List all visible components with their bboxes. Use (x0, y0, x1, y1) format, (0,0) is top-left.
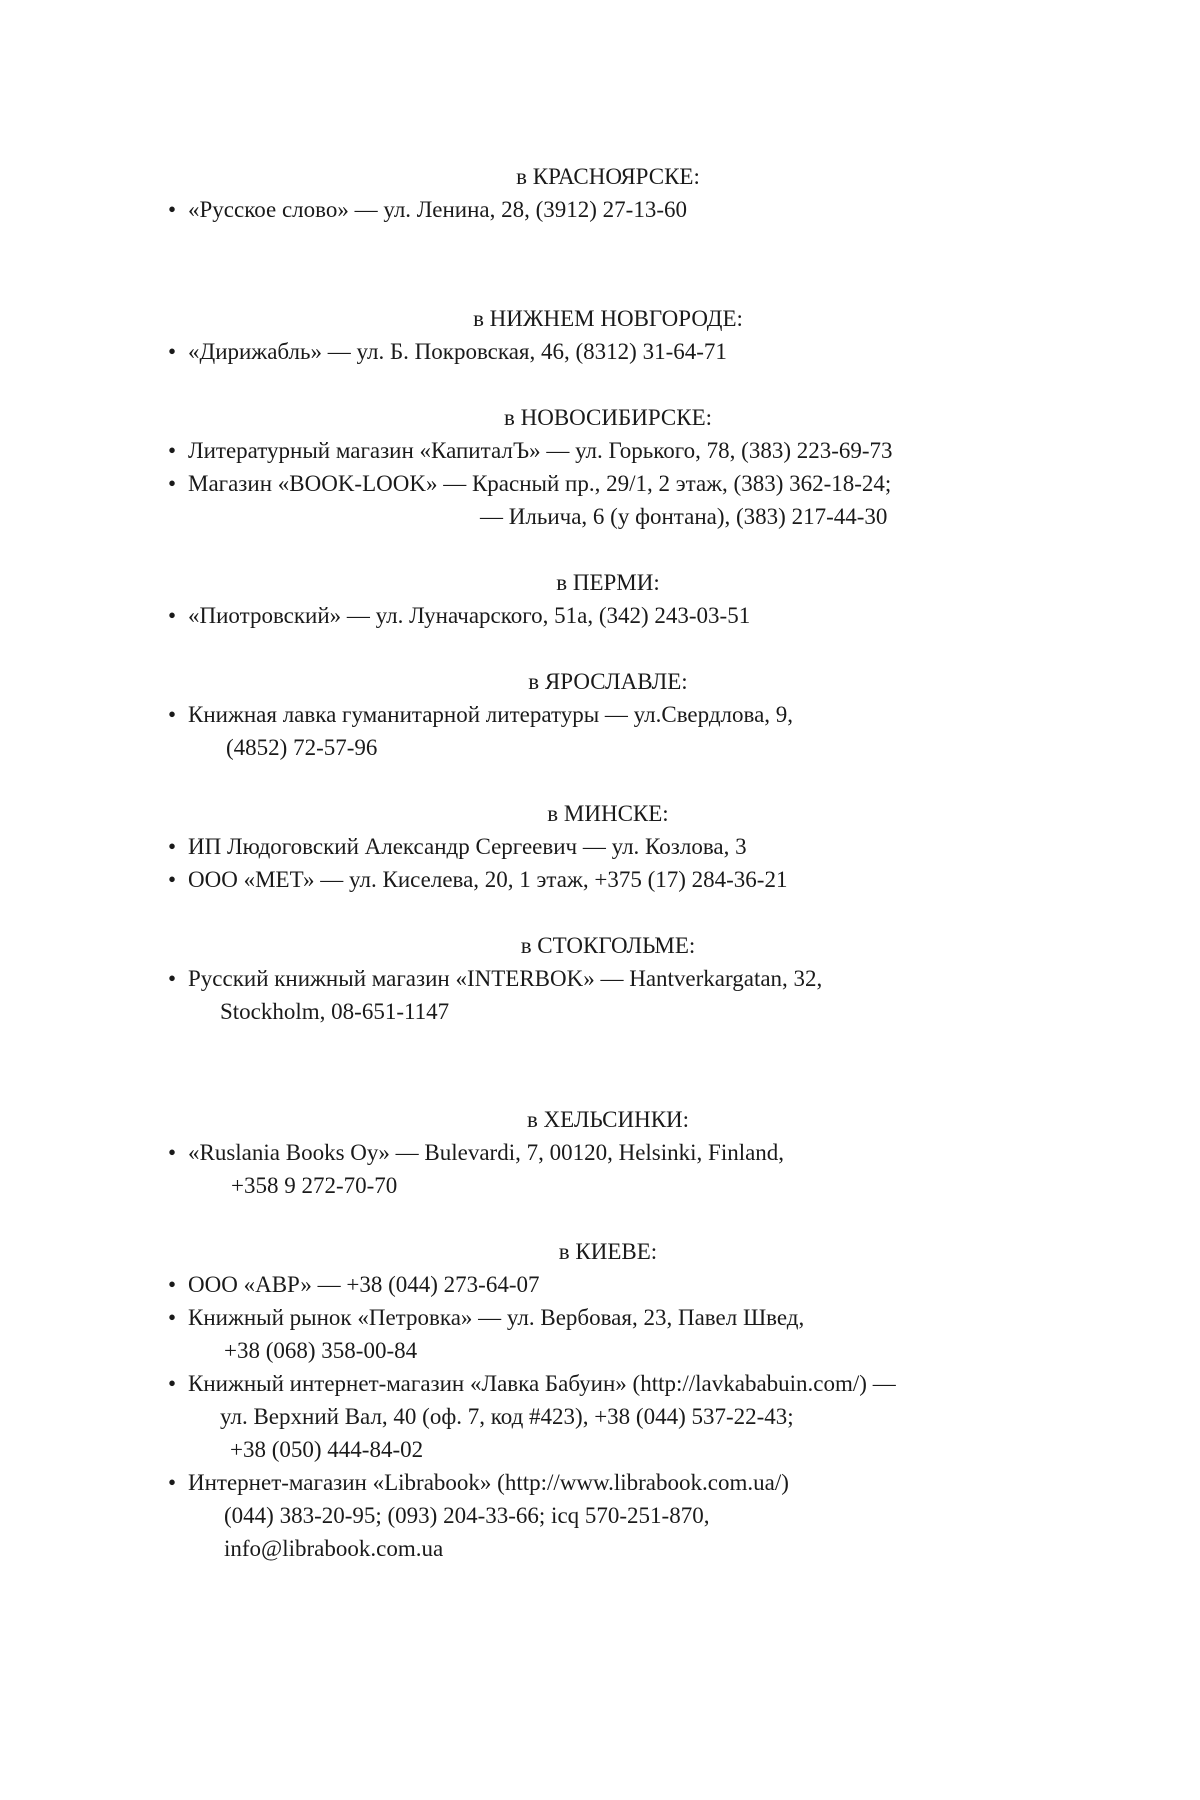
bullet-icon: • (168, 603, 177, 628)
bullet-icon: • (168, 1272, 177, 1297)
spacer (168, 764, 1048, 797)
store-entry (168, 599, 1048, 632)
city-heading: в КРАСНОЯРСКЕ: (516, 164, 700, 189)
store-text: Книжная лавка гуманитарной литературы — ул.Свердлова, 9, (188, 702, 794, 727)
bullet-icon: • (168, 438, 177, 463)
store-list (168, 830, 1048, 896)
city-heading: в СТОКГОЛЬМЕ: (520, 933, 696, 958)
store-list (168, 434, 1048, 533)
bullet-icon: • (168, 834, 177, 859)
bullet-icon: • (168, 867, 177, 892)
store-list (168, 599, 1048, 632)
bullet-icon: • (168, 966, 177, 991)
store-text-continued: — Ильича, 6 (у фонтана), (383) 217-44-30 (480, 504, 888, 529)
city-heading: в ЯРОСЛАВЛЕ: (528, 669, 688, 694)
store-list (168, 962, 1048, 1028)
store-list (168, 698, 1048, 764)
store-entry (168, 962, 1048, 1028)
spacer (168, 368, 1048, 401)
store-text: Книжный интернет-магазин «Лавка Бабуин» (http://lavkababuin.com/) — (188, 1371, 896, 1396)
city-section-nizhny-novgorod (168, 302, 1048, 368)
city-heading: в КИЕВЕ: (558, 1239, 658, 1264)
city-heading: в ХЕЛЬСИНКИ: (526, 1107, 690, 1132)
city-section-novosibirsk (168, 401, 1048, 533)
store-entry (168, 1367, 1048, 1466)
store-entry (168, 698, 1048, 764)
store-entry (168, 335, 1048, 368)
spacer (168, 226, 1048, 302)
store-text: Русский книжный магазин «INTERBOK» — Hantverkargatan, 32, (188, 966, 823, 991)
city-section-minsk (168, 797, 1048, 896)
bullet-icon: • (168, 1305, 177, 1330)
city-section-helsinki (168, 1103, 1048, 1202)
store-entry (168, 434, 1048, 467)
bullet-icon: • (168, 471, 177, 496)
spacer (168, 1202, 1048, 1235)
store-text-continued: +38 (068) 358-00-84 (224, 1338, 418, 1363)
store-text: ООО «АВР» — +38 (044) 273-64-07 (188, 1272, 540, 1297)
store-list (168, 1136, 1048, 1202)
store-text-continued: ул. Верхний Вал, 40 (оф. 7, код #423), +38 (044) 537-22-43; (220, 1404, 794, 1429)
city-section-yaroslavl (168, 665, 1048, 764)
spacer (168, 896, 1048, 929)
store-text: «Дирижабль» — ул. Б. Покровская, 46, (8312) 31-64-71 (188, 339, 727, 364)
city-heading: в ПЕРМИ: (556, 570, 660, 595)
spacer (168, 533, 1048, 566)
city-heading: в МИНСКЕ: (547, 801, 669, 826)
store-text: «Пиотровский» — ул. Луначарского, 51а, (342) 243-03-51 (188, 603, 751, 628)
store-list (168, 1268, 1048, 1565)
store-list-page (168, 160, 1048, 1565)
store-entry (168, 863, 1048, 896)
bullet-icon: • (168, 1140, 177, 1165)
store-entry (168, 1136, 1048, 1202)
store-text: Магазин «BOOK-LOOK» — Красный пр., 29/1, 2 этаж, (383) 362-18-24; (188, 471, 892, 496)
store-text: ИП Людоговский Александр Сергеевич — ул. Козлова, 3 (188, 834, 747, 859)
store-text: Интернет-магазин «Librabook» (http://www.librabook.com.ua/) (188, 1470, 789, 1495)
spacer (168, 632, 1048, 665)
bullet-icon: • (168, 702, 177, 727)
city-section-perm (168, 566, 1048, 632)
store-entry (168, 1301, 1048, 1367)
store-text: «Русское слово» — ул. Ленина, 28, (3912) 27-13-60 (188, 197, 687, 222)
store-list (168, 193, 1048, 226)
city-section-kiev (168, 1235, 1048, 1565)
store-text-continued: +38 (050) 444-84-02 (230, 1437, 424, 1462)
spacer (168, 1028, 1048, 1103)
city-section-stockholm (168, 929, 1048, 1028)
store-entry (168, 193, 1048, 226)
store-entry (168, 830, 1048, 863)
store-text: Литературный магазин «КапиталЪ» — ул. Горького, 78, (383) 223-69-73 (188, 438, 893, 463)
store-text-continued: +358 9 272-70-70 (231, 1173, 398, 1198)
store-text-continued: Stockholm, 08-651-1147 (220, 999, 450, 1024)
store-entry (168, 1268, 1048, 1301)
store-text: «Ruslania Books Oy» — Bulevardi, 7, 00120, Helsinki, Finland, (188, 1140, 785, 1165)
bullet-icon: • (168, 339, 177, 364)
city-heading: в НИЖНЕМ НОВГОРОДЕ: (473, 306, 743, 331)
city-heading: в НОВОСИБИРСКЕ: (503, 405, 713, 430)
store-text: Книжный рынок «Петровка» — ул. Вербовая, 23, Павел Швед, (188, 1305, 805, 1330)
store-text-continued: (044) 383-20-95; (093) 204-33-66; icq 570-251-870, (224, 1503, 710, 1528)
store-entry (168, 467, 1048, 533)
bullet-icon: • (168, 1371, 177, 1396)
city-section-krasnoyarsk (168, 160, 1048, 226)
store-entry (168, 1466, 1048, 1565)
store-list (168, 335, 1048, 368)
store-text: ООО «МЕТ» — ул. Киселева, 20, 1 этаж, +375 (17) 284-36-21 (188, 867, 788, 892)
store-text-continued: (4852) 72-57-96 (226, 735, 378, 760)
bullet-icon: • (168, 197, 177, 222)
store-text-continued: info@librabook.com.ua (224, 1536, 444, 1561)
bullet-icon: • (168, 1470, 177, 1495)
